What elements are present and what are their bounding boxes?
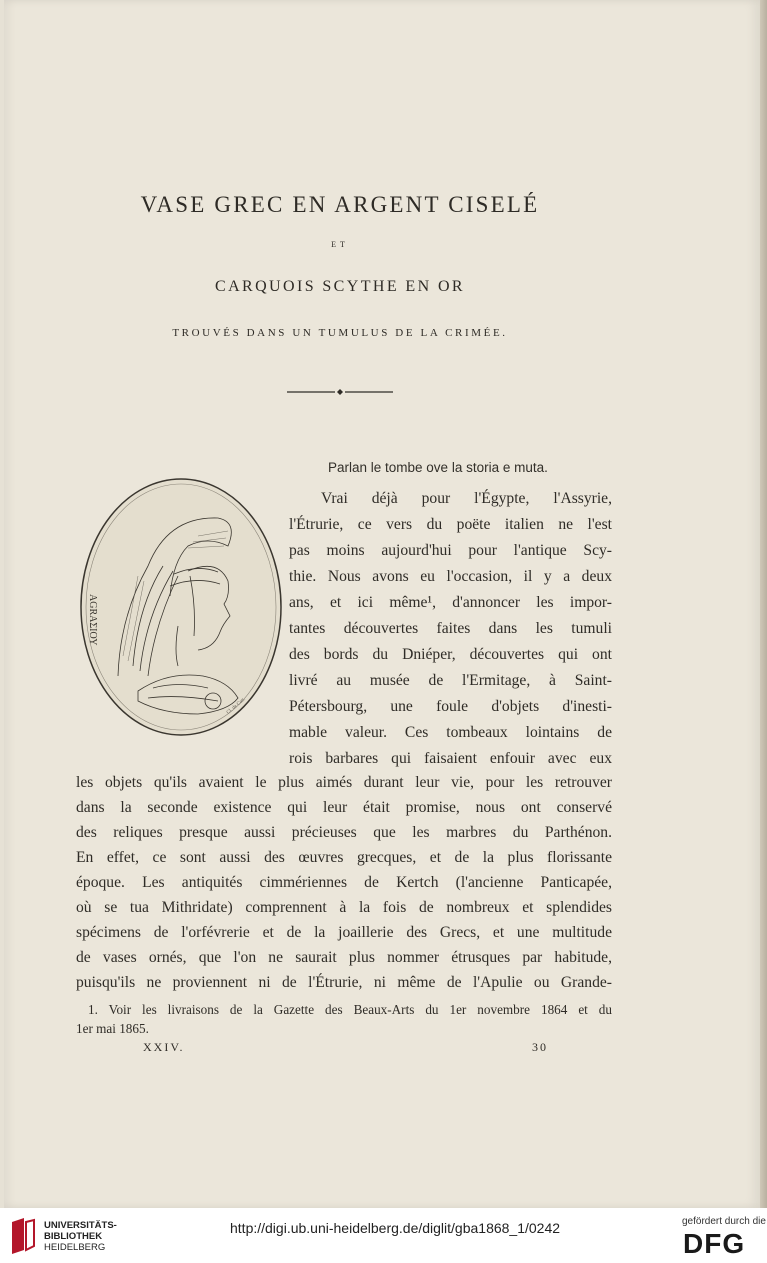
university-library-logo-icon[interactable] xyxy=(8,1216,38,1256)
body-line: tantes découvertes faites dans les tumuli xyxy=(289,620,612,637)
body-line: spécimens de l'orfévrerie et de la joaillerie des Grecs, et une multitude xyxy=(76,924,612,941)
dfg-logo[interactable]: DFG xyxy=(683,1228,746,1259)
permalink-url[interactable]: http://digi.ub.uni-heidelberg.de/diglit/gba1868_1/0242 xyxy=(230,1220,561,1236)
body-line: rois barbares qui faisaient enfouir avec eux xyxy=(289,750,612,767)
body-line: Pétersbourg, une foule d'objets d'inesti- xyxy=(289,698,612,715)
body-line: livré au musée de l'Ermitage, à Saint- xyxy=(289,672,612,689)
body-line: où se tua Mithridate) comprennent à la fois de nombreux et splendides xyxy=(76,899,612,916)
body-line: de vases ornés, que l'on ne saurait plus nommer étrusques par habitude, xyxy=(76,949,612,966)
body-line: dans la seconde existence qui leur était promise, nous ont conservé xyxy=(76,799,612,816)
article-location: TROUVÉS DANS UN TUMULUS DE LA CRIMÉE. xyxy=(172,327,508,339)
title-conjunction: ET xyxy=(331,240,349,249)
page-edge xyxy=(760,0,767,1208)
body-line: les objets qu'ils avaient le plus aimés durant leur vie, pour les retrouver xyxy=(76,774,612,791)
body-line: des bords du Dniéper, découvertes qui ont xyxy=(289,646,612,663)
article-title: VASE GREC EN ARGENT CISELÉ xyxy=(140,192,540,217)
library-name-line: HEIDELBERG xyxy=(44,1242,106,1253)
body-line: des reliques presque aussi précieuses que les marbres du Parthénon. xyxy=(76,824,612,841)
body-line: puisqu'ils ne proviennent ni de l'Étrurie, ni même de l'Apulie ou Grande- xyxy=(76,974,612,991)
body-line: thie. Nous avons eu l'occasion, il y a deux xyxy=(289,568,612,585)
body-line: ans, et ici même¹, d'annoncer les impor- xyxy=(289,594,612,611)
sheet-signature: 30 xyxy=(532,1040,548,1054)
body-line: Vrai déjà pour l'Égypte, l'Assyrie, xyxy=(321,490,612,507)
body-line: époque. Les antiquités cimmériennes de Kertch (l'ancienne Panticapée, xyxy=(76,874,612,891)
ornamental-divider xyxy=(287,388,393,396)
volume-signature: XXIV. xyxy=(143,1040,185,1054)
library-name-line: BIBLIOTHEK xyxy=(44,1231,103,1242)
athena-medallion-illustration xyxy=(78,476,284,738)
body-line: l'Étrurie, ce vers du poëte italien ne l'est xyxy=(289,516,612,533)
medallion-signature: Cl. de Catt. xyxy=(226,697,247,716)
body-line: mable valeur. Ces tombeaux lointains de xyxy=(289,724,612,741)
body-line: En effet, ce sont aussi des œuvres grecques, et de la plus florissante xyxy=(76,849,612,866)
epigraph: Parlan le tombe ove la storia e muta. xyxy=(328,460,548,475)
body-line: pas moins aujourd'hui pour l'antique Scy- xyxy=(289,542,612,559)
footnote-line: 1. Voir les livraisons de la Gazette des Beaux-Arts du 1er novembre 1864 et du xyxy=(88,1002,612,1017)
university-library-name[interactable] xyxy=(44,1220,117,1253)
funding-label: gefördert durch die xyxy=(682,1216,766,1227)
article-subtitle: CARQUOIS SCYTHE EN OR xyxy=(215,278,465,295)
medallion-inscription: AGRΑΣIΟΥ xyxy=(87,594,98,646)
library-name-line: UNIVERSITÄTS- xyxy=(44,1220,117,1231)
footnote-line: 1er mai 1865. xyxy=(76,1021,149,1036)
